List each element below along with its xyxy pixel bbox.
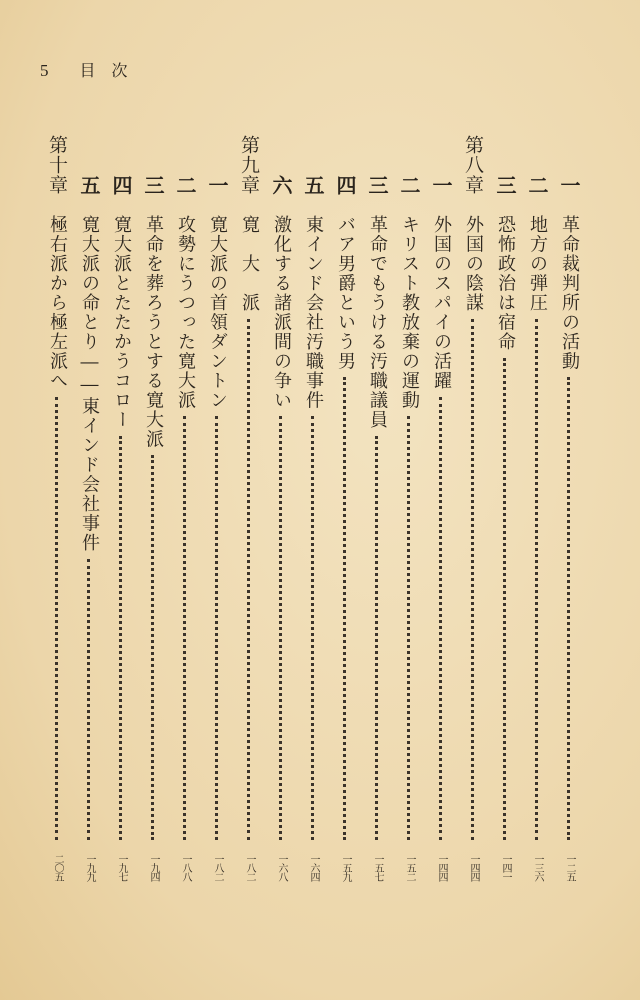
chapter-number: 第十章 xyxy=(46,135,68,195)
section-title: 激化する諸派間の争い xyxy=(271,215,292,410)
dot-leader xyxy=(215,416,221,840)
section-number: 一 xyxy=(557,175,581,195)
page-ref: 一八二 xyxy=(212,853,223,881)
dot-leader xyxy=(439,397,445,840)
chapter-number: 第九章 xyxy=(238,135,260,195)
section-title: 革命を葬ろうとする寛大派 xyxy=(143,215,164,449)
toc-chapter-entry xyxy=(459,135,487,885)
section-title: 革命でもうける汚職議員 xyxy=(367,215,388,430)
toc-section-entry xyxy=(107,175,135,885)
chapter-number: 第八章 xyxy=(462,135,484,195)
page-ref: 一五九 xyxy=(340,853,351,881)
toc-section-entry xyxy=(299,175,327,885)
dot-leader xyxy=(567,377,573,840)
toc-chapter-entry xyxy=(43,135,71,885)
section-number: 五 xyxy=(77,175,101,195)
page-ref: 一八二 xyxy=(244,853,255,881)
section-number: 五 xyxy=(301,175,325,195)
toc-section-entry xyxy=(203,175,231,885)
dot-leader xyxy=(119,436,125,840)
page-title: 目次 xyxy=(79,61,144,80)
toc-section-entry xyxy=(523,175,551,885)
dot-leader xyxy=(503,358,509,840)
section-title: 地方の弾圧 xyxy=(527,215,548,313)
page-ref: 一八八 xyxy=(180,853,191,881)
toc-section-entry xyxy=(491,175,519,885)
dot-leader xyxy=(247,319,253,840)
section-number: 四 xyxy=(109,175,133,195)
section-title: キリスト教放棄の運動 xyxy=(399,215,420,410)
toc-section-entry xyxy=(171,175,199,885)
section-title: 外国のスパイの活躍 xyxy=(431,215,452,391)
chapter-title: 寛 大 派 xyxy=(239,215,260,313)
section-title: 寛大派の首領ダントン xyxy=(207,215,228,410)
page-ref: 一五七 xyxy=(372,853,383,881)
section-number: 三 xyxy=(365,175,389,195)
dot-leader xyxy=(55,397,61,840)
section-number: 六 xyxy=(269,175,293,195)
dot-leader xyxy=(151,455,157,840)
section-title: 恐怖政治は宿命 xyxy=(495,215,516,352)
toc-section-entry xyxy=(267,175,295,885)
section-title: バア男爵という男 xyxy=(335,215,356,371)
section-number: 二 xyxy=(173,175,197,195)
page-ref: 一九七 xyxy=(116,853,127,881)
page-ref: 一四四 xyxy=(436,853,447,881)
toc-chapter-entry xyxy=(235,135,263,885)
section-number: 一 xyxy=(429,175,453,195)
section-title: 東インド会社汚職事件 xyxy=(303,215,324,410)
section-title: 寛大派とたたかうコロー xyxy=(111,215,132,430)
dot-leader xyxy=(279,416,285,840)
page-number: 5 xyxy=(40,61,50,80)
chapter-title: 外国の陰謀 xyxy=(463,215,484,313)
toc-section-entry xyxy=(331,175,359,885)
page-ref: 一三六 xyxy=(532,853,543,881)
chapter-title: 極右派から極左派へ xyxy=(47,215,68,391)
section-title: 寛大派の命とり――東インド会社事件 xyxy=(79,215,100,553)
section-title: 攻勢にうつった寛大派 xyxy=(175,215,196,410)
section-number: 二 xyxy=(525,175,549,195)
section-title: 革命裁判所の活動 xyxy=(559,215,580,371)
page-ref: 一五二 xyxy=(404,853,415,881)
section-number: 三 xyxy=(141,175,165,195)
section-number: 二 xyxy=(397,175,421,195)
dot-leader xyxy=(343,377,349,840)
page-ref: 一九四 xyxy=(148,853,159,881)
page-ref: 一六八 xyxy=(276,853,287,881)
toc-section-entry xyxy=(75,175,103,885)
section-number: 四 xyxy=(333,175,357,195)
dot-leader xyxy=(407,416,413,840)
page-ref: 二〇五 xyxy=(52,853,63,881)
page-ref: 一六四 xyxy=(308,853,319,881)
dot-leader xyxy=(375,436,381,840)
toc-section-entry xyxy=(363,175,391,885)
dot-leader xyxy=(183,416,189,840)
page-ref: 一九九 xyxy=(84,853,95,881)
dot-leader xyxy=(87,559,93,840)
page-ref: 一二五 xyxy=(564,853,575,881)
page-header xyxy=(40,58,144,81)
dot-leader xyxy=(471,319,477,840)
section-number: 一 xyxy=(205,175,229,195)
page-ref: 一四四 xyxy=(468,853,479,881)
dot-leader xyxy=(311,416,317,840)
toc-section-entry xyxy=(427,175,455,885)
toc-section-entry xyxy=(555,175,583,885)
toc-section-entry xyxy=(395,175,423,885)
toc-section-entry xyxy=(139,175,167,885)
dot-leader xyxy=(535,319,541,840)
section-number: 三 xyxy=(493,175,517,195)
page-ref: 一四一 xyxy=(500,853,511,881)
